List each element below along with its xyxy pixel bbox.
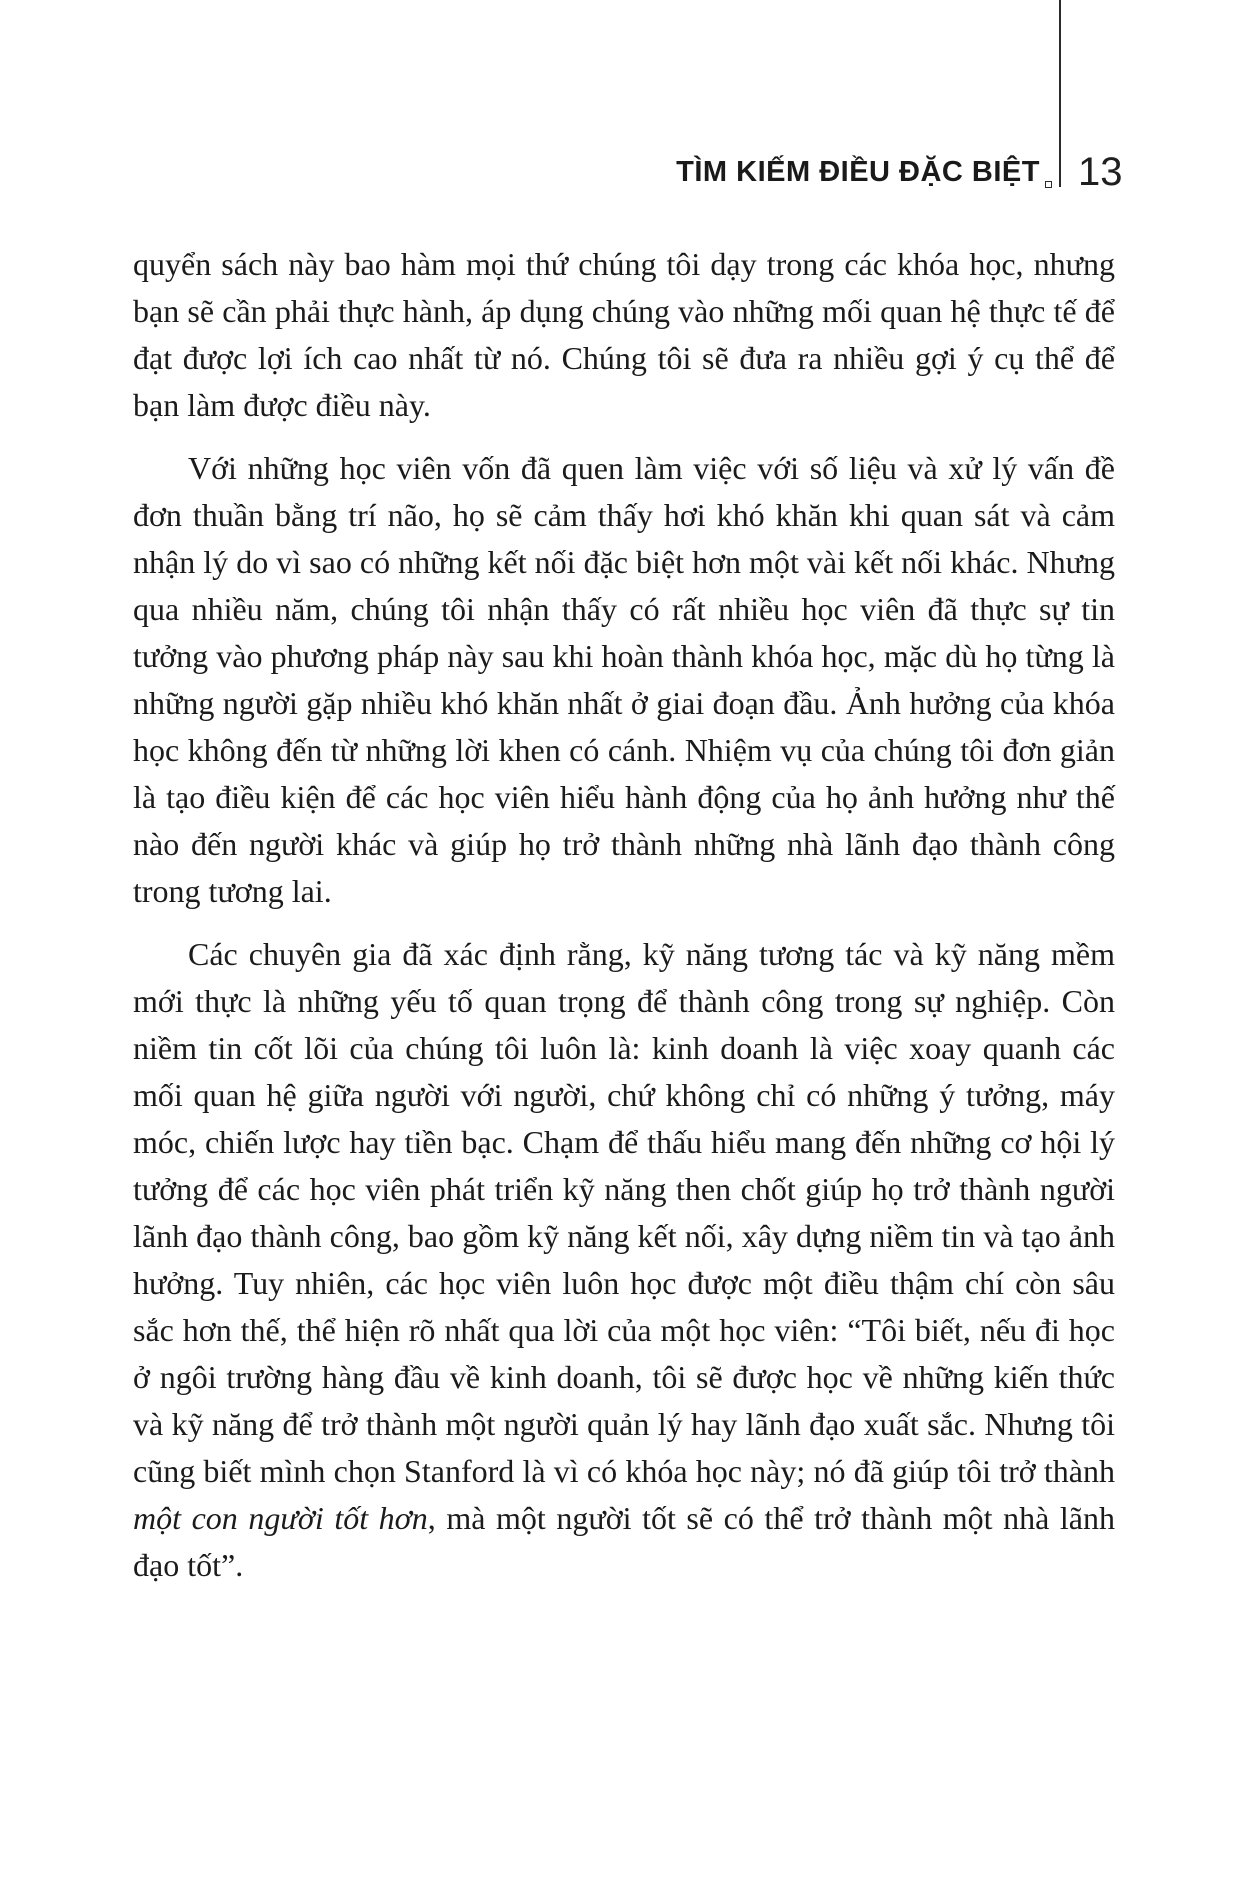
- body-paragraph: [133, 931, 1115, 1589]
- text-segment: Các chuyên gia đã xác định rằng, kỹ năng tương tác và kỹ năng mềm mới thực là những yếu tố quan trọng để thành công trong sự nghiệp. Còn niềm tin cốt lõi của chúng tôi luôn là: kinh doanh là việc xoay quanh các mối quan hệ giữa người với người, chứ không chỉ có những ý tưởng, máy móc, chiến lược hay tiền bạc. Chạm để thấu hiểu mang đến những cơ hội lý tưởng để các học viên phát triển kỹ năng then chốt giúp họ trở thành người lãnh đạo thành công, bao gồm kỹ năng kết nối, xây dựng niềm tin và tạo ảnh hưởng. Tuy nhiên, các học viên luôn học được một điều thậm chí còn sâu sắc hơn thế, thể hiện rõ nhất qua lời của một học viên: “Tôi biết, nếu đi học ở ngôi trường hàng đầu về kinh doanh, tôi sẽ được học về những kiến thức và kỹ năng để trở thành một người quản lý hay lãnh đạo xuất sắc. Nhưng tôi cũng biết mình chọn Stanford là vì có khóa học này; nó đã giúp tôi trở thành: [133, 936, 1115, 1489]
- text-segment: Với những học viên vốn đã quen làm việc với số liệu và xử lý vấn đề đơn thuần bằng trí não, họ sẽ cảm thấy hơi khó khăn khi quan sát và cảm nhận lý do vì sao có những kết nối đặc biệt hơn một vài kết nối khác. Nhưng qua nhiều năm, chúng tôi nhận thấy có rất nhiều học viên đã thực sự tin tưởng vào phương pháp này sau khi hoàn thành khóa học, mặc dù họ từng là những người gặp nhiều khó khăn nhất ở giai đoạn đầu. Ảnh hưởng của khóa học không đến từ những lời khen có cánh. Nhiệm vụ của chúng tôi đơn giản là tạo điều kiện để các học viên hiểu hành động của họ ảnh hưởng như thế nào đến người khác và giúp họ trở thành những nhà lãnh đạo thành công trong tương lai.: [133, 450, 1115, 909]
- body-paragraph: [133, 241, 1115, 429]
- body-paragraph: [133, 445, 1115, 915]
- square-bullet-icon: [1045, 181, 1052, 188]
- page-number: 13: [1078, 150, 1123, 194]
- text-segment: , mà một người tốt sẽ có thể trở thành một nhà lãnh đạo tốt”.: [133, 1500, 1116, 1583]
- text-segment: quyển sách này bao hàm mọi thứ chúng tôi dạy trong các khóa học, nhưng bạn sẽ cần phải thực hành, áp dụng chúng vào những mối quan hệ thực tế để đạt được lợi ích cao nhất từ nó. Chúng tôi sẽ đưa ra nhiều gợi ý cụ thể để bạn làm được điều này.: [133, 246, 1115, 423]
- header-divider-line: [1059, 0, 1061, 187]
- page-header: [0, 0, 1245, 195]
- emphasized-text: một con người tốt hơn: [133, 1500, 428, 1536]
- page-body: [133, 241, 1115, 1605]
- running-head-title: TÌM KIẾM ĐIỀU ĐẶC BIỆT: [676, 156, 1040, 188]
